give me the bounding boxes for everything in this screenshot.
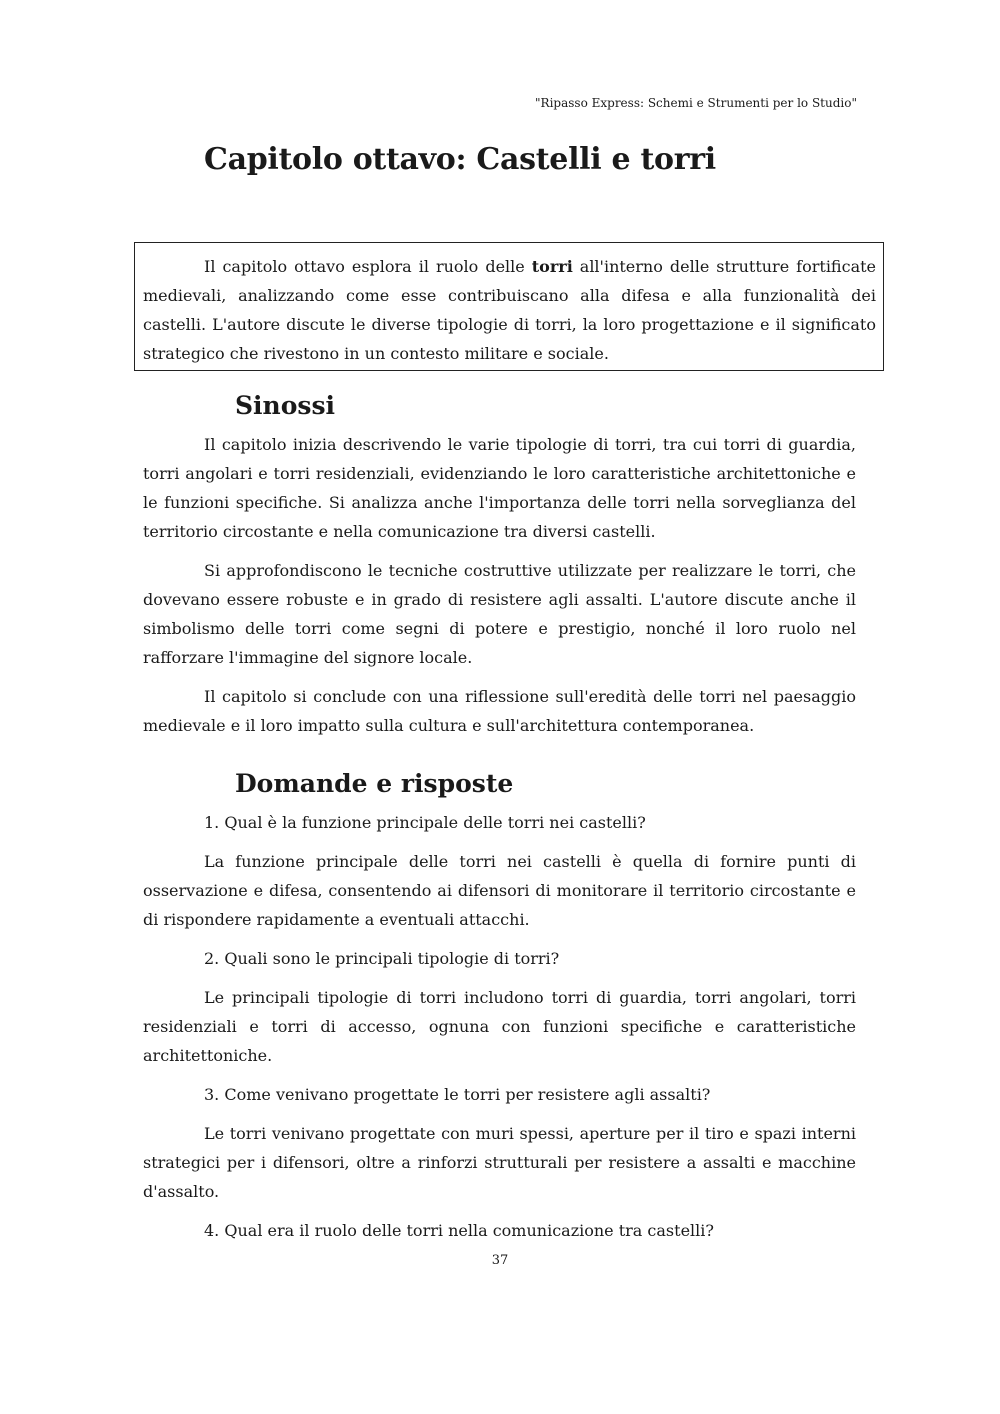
qa-question: 1. Qual è la funzione principale delle torri nei castelli? bbox=[204, 813, 646, 832]
qa-answer: Le principali tipologie di torri includono torri di guardia, torri angolari, torri residenziali e torri di accesso, ognuna con funzioni specifiche e caratteristiche architettoniche. bbox=[143, 988, 856, 1065]
qa-heading: Domande e risposte bbox=[235, 769, 514, 798]
sinossi-paragraph: Il capitolo si conclude con una riflessione sull'eredità delle torri nel paesaggio medievale e il loro impatto sulla cultura e sull'architettura contemporanea. bbox=[143, 687, 856, 735]
qa-answer: La funzione principale delle torri nei castelli è quella di fornire punti di osservazione e difesa, consentendo ai difensori di monitorare il territorio circostante e di rispondere rapidamente a eventuali attacchi. bbox=[143, 852, 856, 929]
qa-question: 4. Qual era il ruolo delle torri nella comunicazione tra castelli? bbox=[204, 1221, 714, 1240]
sinossi-paragraph: Il capitolo inizia descrivendo le varie tipologie di torri, tra cui torri di guardia, torri angolari e torri residenziali, evidenziando le loro caratteristiche architettoniche e le funzioni specifiche. Si analizza anche l'importanza delle torri nella sorveglianza del territorio circostante e nella comunicazione tra diversi castelli. bbox=[143, 435, 856, 541]
sinossi-heading: Sinossi bbox=[235, 391, 336, 420]
qa-question: 3. Come venivano progettate le torri per resistere agli assalti? bbox=[204, 1085, 711, 1104]
abstract-keyword: torri bbox=[531, 257, 573, 276]
page-number: 37 bbox=[491, 1253, 509, 1268]
running-header: "Ripasso Express: Schemi e Strumenti per lo Studio" bbox=[535, 96, 857, 110]
abstract-text-before: Il capitolo ottavo esplora il ruolo delle bbox=[204, 257, 532, 276]
abstract-box bbox=[134, 242, 884, 371]
abstract-text-after: all'interno delle strutture fortificate medievali, analizzando come esse contribuiscano alla difesa e alla funzionalità dei castelli. L'autore discute le diverse tipologie di torri, la loro progettazione e il significato strategico che rivestono in un contesto militare e sociale. bbox=[143, 257, 877, 363]
sinossi-paragraph: Si approfondiscono le tecniche costruttive utilizzate per realizzare le torri, che dovevano essere robuste e in grado di resistere agli assalti. L'autore discute anche il simbolismo delle torri come segni di potere e prestigio, nonché il loro ruolo nel rafforzare l'immagine del signore locale. bbox=[143, 561, 856, 667]
body-column bbox=[143, 386, 856, 1255]
qa-answer: Le torri venivano progettate con muri spessi, aperture per il tiro e spazi interni strategici per i difensori, oltre a rinforzi strutturali per resistere a assalti e macchine d'assalto. bbox=[143, 1124, 856, 1201]
qa-question: 2. Quali sono le principali tipologie di torri? bbox=[204, 949, 560, 968]
abstract-text bbox=[143, 252, 876, 368]
chapter-title: Capitolo ottavo: Castelli e torri bbox=[204, 142, 716, 177]
